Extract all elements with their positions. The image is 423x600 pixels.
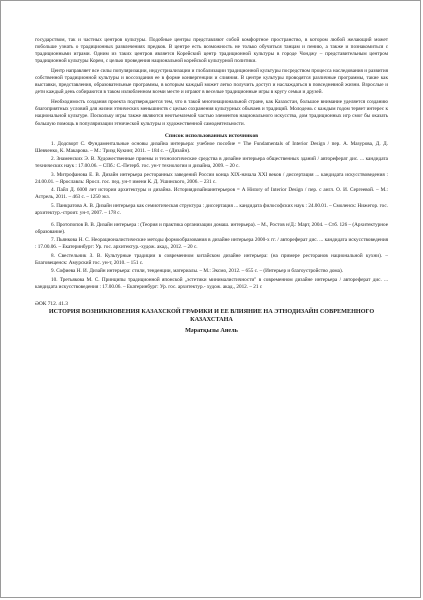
reference-item: 9. Софиева Н. И. Дизайн интерьера: стили, тенденции, материалы. – М.: Эксмо, 2012. – 655 с. – (Интерьер и благоустройство дома). [51,268,343,275]
reference-item: 3. Митрофанова Е. В. Дизайн интерьера ресторанных заведений России конца XIX-начала XXI веков / диссертация ... кандидата искусствоведения : 24.00.01. – Ярославль: Яросл. гос. пед. ун-т имени К. Д. Ушинского, 2006. – 231 с. [35,171,388,185]
reference-item: 1. Додсворт С. Фундаментальные основы дизайна интерьера: учебное пособие = The Fundamentals of Interior Design / пер. А. Мазурова, Д. Д. Шевченко, К. Макарова. – М.: Триэд Кукинг, 2011. – 184 с. – (Дизайн). [35,140,388,154]
reference-item: 10. Третьякова М. С. Принципы традиционной японской „эстетики минималистичности" в современном дизайне интерьера / автореферат дис. ... кандидата искусствоведения : 17.00.06. – Екатеринбург: Ур. гос. архитектур.- худож. акад., 2012. – 21 с [35,276,388,290]
udk-code: ӘОК 712. 41.3 [35,300,68,307]
reference-item: 8. Свестельник З. В. Культурные традиции в современном китайском дизайне интерьера: (на примере ресторанов национальной кухни). – Благовещенск: Амурский гос. ун-т, 2010. – 151 с. [35,252,388,266]
body-paragraph-1: государством, так и частных центров культуры. Подобные центры представляют собой комфортное пространство, в котором любой желающий может побольше узнать о традиционных развлечениях предков. В центре есть возможность не только обучиться танцам и пению, а также и познакомиться с традиционными играми. Одним из таких центров является Корейский центр традиционной культуры в городе Чонджу – представительным центром традиционной культуры Кореи, с целью проведения национальной корейской культурной политики. [35,37,388,65]
reference-item: 6. Протопопов В. В. Дизайн интерьера : (Теория и практика организации домаш. интерьера). – М., Ростов н/Д.: Март, 2004. – Стб. 126 – (Архитектурное образование). [35,221,388,235]
body-paragraph-3: Необходимость создания проекта подтверждается тем, что в такой многонациональной стране, как Казахстан, большое внимание уделяется созданию благоприятных условий для жизни этнических меньшинств с целью сохранения культурных обычаев и традиций. Молодежь с каждым годом теряет интерес к национальной культуре. Поскольку игры также являются неотъемлемой частью элементов национального искусства, дом традиционных игр смог бы оказать большую помощь в популяризации этнической культуры и художественной самодеятельности. [35,99,388,127]
article-author: Мәратқызы Анель [185,326,238,334]
reference-item: 7. Пьянкова Н. С. Неорационалистические методы формообразования в дизайне интерьера 2000-х гг. / автореферат дис. ... кандидата искусствоведения : 17.00.06. – Екатеринбург: Ур. гос. архитектур.-худож. акад., 2012. – 20 с. [35,237,388,251]
body-paragraph-2: Центр направляет все силы популяризации, индустриализации и глобализации традиционной культуры посредством процесса наследования и развития собственной традиционной культуры и воссоздания ее в форме конвергенции и слияния. В центре культуры проводятся различные программы, такие как выставки, представления, образовательные программы, в которым каждый может легко получить доступ и наслаждаться в повседневной жизни. Взрослые и дети каждый день собираются в таком излюбленном всеми месте и играют в веселые традиционные игры в кругу семьи и друзей. [35,68,388,96]
references-list [35,141,388,291]
reference-item: 4. Пайл Д. 6000 лет истории архитектуры и дизайна. Историядизайнаинтерьеров = A History of Interior Design / пер. с англ. О. И. Сергеевой. – М.: Астрель, 2011. – 463 с. – 1250 экз. [35,187,388,201]
reference-item: 2. Знаменских Э. В. Художественные приемы и технологические средства в дизайне интерьера общественных зданий / автореферат дис. ... кандидата технических наук : 17.00.06. – СПб.: С.-Петерб. гос. ун-т технологии и дизайна, 2009. – 20 с. [35,156,388,170]
article-title: ИСТОРИЯ ВОЗНИКНОВЕНИЯ КАЗАХСКОЙ ГРАФИКИ И ЕЕ ВЛИЯНИЕ НА ЭТНОДИЗАЙН СОВРЕМЕННОГО КАЗАХСТАНА [48,307,375,323]
reference-item: 5. Панкратова А. В. Дизайн интерьера как семиотическая структура : диссертация ... кандидата философских наук : 24.00.01. – Смоленск: Нижегор. гос. архитектур.-строит. ун-т, 2007. – 178 с. [35,202,388,216]
references-title: Список использованных источников [164,132,259,139]
